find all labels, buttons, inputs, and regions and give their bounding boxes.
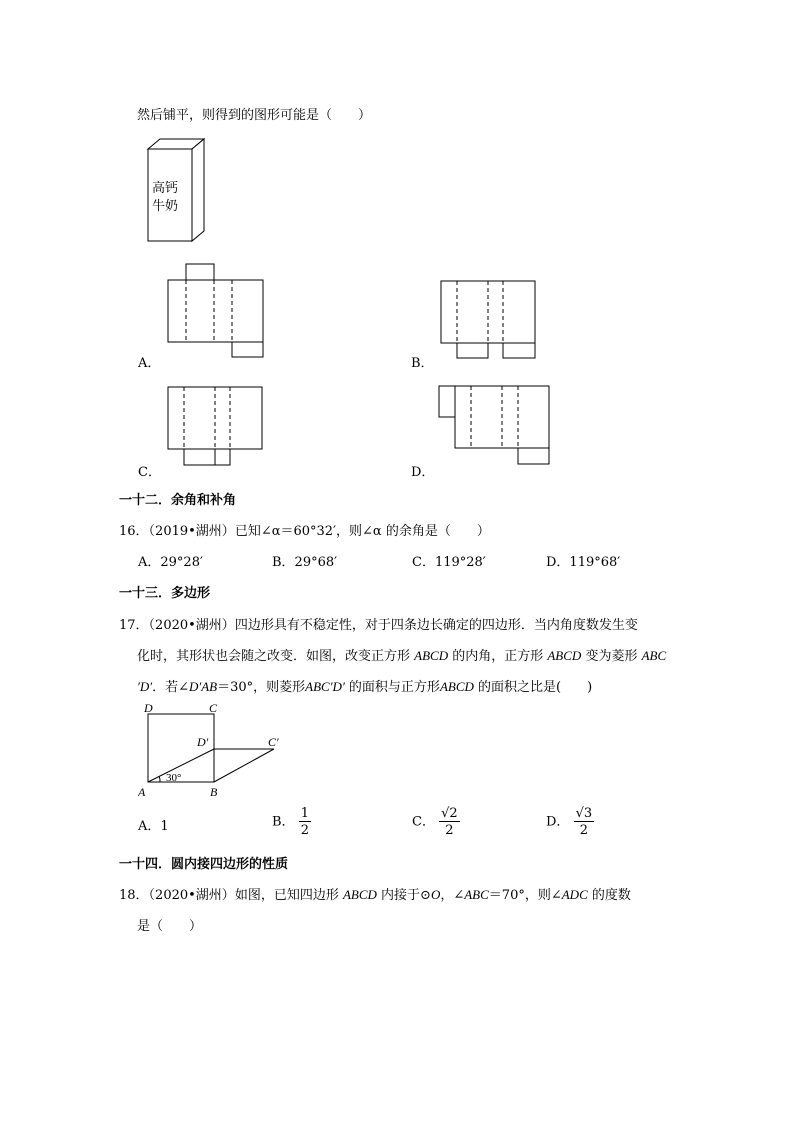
q17-option-b-label: B． xyxy=(272,814,295,830)
q17-text-3d: ＝30°，则菱形 xyxy=(217,680,306,695)
q18-text-c: 内接于⊙ xyxy=(376,888,431,903)
q18-line-2: 是（ ） xyxy=(137,919,203,934)
q17-var-abc: ABC xyxy=(641,648,667,663)
fraction-sqrt2-over-2 xyxy=(439,807,460,837)
section-12-title: 一十二．余角和补角 xyxy=(119,493,237,508)
q17-option-c xyxy=(412,807,460,837)
fraction-sqrt3-over-2 xyxy=(574,807,595,837)
q16-text: 已知∠α＝60°32′，则∠α 的余角是（ ） xyxy=(234,524,490,539)
q18-var-abc: ABC xyxy=(464,887,489,902)
q18-text-a: 如图，已知四边形 xyxy=(234,888,343,903)
q17-option-a xyxy=(138,815,169,834)
q17-text-2e: 变为菱形 xyxy=(581,649,642,664)
q16-option-c: C．119°28′ xyxy=(412,555,486,570)
q16-option-a: A．29°28′ xyxy=(138,555,203,570)
label-d-prime: D′ xyxy=(197,735,209,749)
square-rhombus-figure xyxy=(138,700,298,804)
q17-number: 17． xyxy=(119,618,149,633)
q17-option-a-value: 1 xyxy=(160,819,169,834)
q18-text-g: ＝70°，则∠ xyxy=(488,888,562,903)
q17-var-abcd-3: ABCD xyxy=(439,679,474,694)
q15-option-d-label: D． xyxy=(411,465,435,480)
frac-num: √3 xyxy=(575,806,593,821)
q17-line-1 xyxy=(119,614,638,633)
q17-text-2c: 的内角，正方形 xyxy=(448,649,548,664)
q18-var-o: O xyxy=(430,887,441,902)
q17-option-a-label: A． xyxy=(138,819,161,834)
q18-line-1 xyxy=(119,884,631,903)
q17-line-3 xyxy=(137,676,592,695)
net-figure-a xyxy=(165,262,267,360)
q17-var-rhombus: ABC′D′ xyxy=(305,679,345,694)
net-figure-c xyxy=(165,385,267,467)
q17-var-abcd-2: ABCD xyxy=(547,648,582,663)
q17-option-b xyxy=(272,807,311,837)
frac-den: 2 xyxy=(300,823,309,838)
label-d: D xyxy=(144,701,153,715)
net-figure-d xyxy=(436,383,552,467)
q17-option-c-label: C． xyxy=(412,814,435,830)
q17-option-d-label: D． xyxy=(546,814,570,830)
q15-option-a-label: A． xyxy=(138,356,161,371)
q17-line-2 xyxy=(137,645,666,664)
section-14-title: 一十四．圆内接四边形的性质 xyxy=(119,857,289,872)
q18-var-abcd: ABCD xyxy=(342,887,377,902)
q16-option-d: D．119°68′ xyxy=(546,555,621,570)
q18-text-i: 的度数 xyxy=(587,888,631,903)
q17-option-d xyxy=(546,807,594,837)
label-b: B xyxy=(210,785,218,799)
q17-source: （2020•湖州） xyxy=(148,618,235,633)
frac-den: 2 xyxy=(579,823,588,838)
label-a: A xyxy=(138,785,146,799)
net-figure-b xyxy=(439,279,539,361)
angle-30-label: 30° xyxy=(166,772,182,784)
frac-num: 1 xyxy=(300,806,309,821)
q17-var-cd: ′D′ xyxy=(137,679,153,694)
label-c-prime: C′ xyxy=(268,735,279,749)
q17-var-abcd-1: ABCD xyxy=(414,648,449,663)
q16-source: （2019•湖州） xyxy=(148,524,235,539)
q18-source: （2020•湖州） xyxy=(148,888,235,903)
q15-option-c-label: C． xyxy=(138,465,161,480)
label-c: C xyxy=(209,701,218,715)
q17-text-2a: 化时，其形状也会随之改变．如图，改变正方形 xyxy=(137,649,415,664)
frac-num: √2 xyxy=(441,806,458,821)
q16-option-b: B．29°68′ xyxy=(272,555,338,570)
section-13-title: 一十三．多边形 xyxy=(119,586,211,601)
q17-text-3b: ．若∠ xyxy=(152,680,189,695)
q18-number: 18． xyxy=(119,888,149,903)
q17-text-3f: 的面积与正方形 xyxy=(344,680,440,695)
milk-box-label-line2: 牛奶 xyxy=(152,199,179,214)
q18-var-adc: ADC xyxy=(561,887,588,902)
q15-option-b-label: B． xyxy=(411,356,434,371)
q17-text-1: 四边形具有不稳定性，对于四条边长确定的四边形．当内角度数发生变 xyxy=(234,618,638,633)
q16-number: 16． xyxy=(119,524,149,539)
milk-box-label-line1: 高钙 xyxy=(152,181,179,196)
q17-text-3h: 的面积之比是( ) xyxy=(473,680,593,695)
q15-continuation-text: 然后铺平，则得到的图形可能是（ ） xyxy=(137,108,372,123)
frac-den: 2 xyxy=(445,823,454,838)
fraction-one-half xyxy=(299,807,311,837)
q17-var-dab: D′AB xyxy=(188,679,218,694)
q16-stem xyxy=(119,520,490,539)
q18-text-e: ，∠ xyxy=(440,888,465,903)
